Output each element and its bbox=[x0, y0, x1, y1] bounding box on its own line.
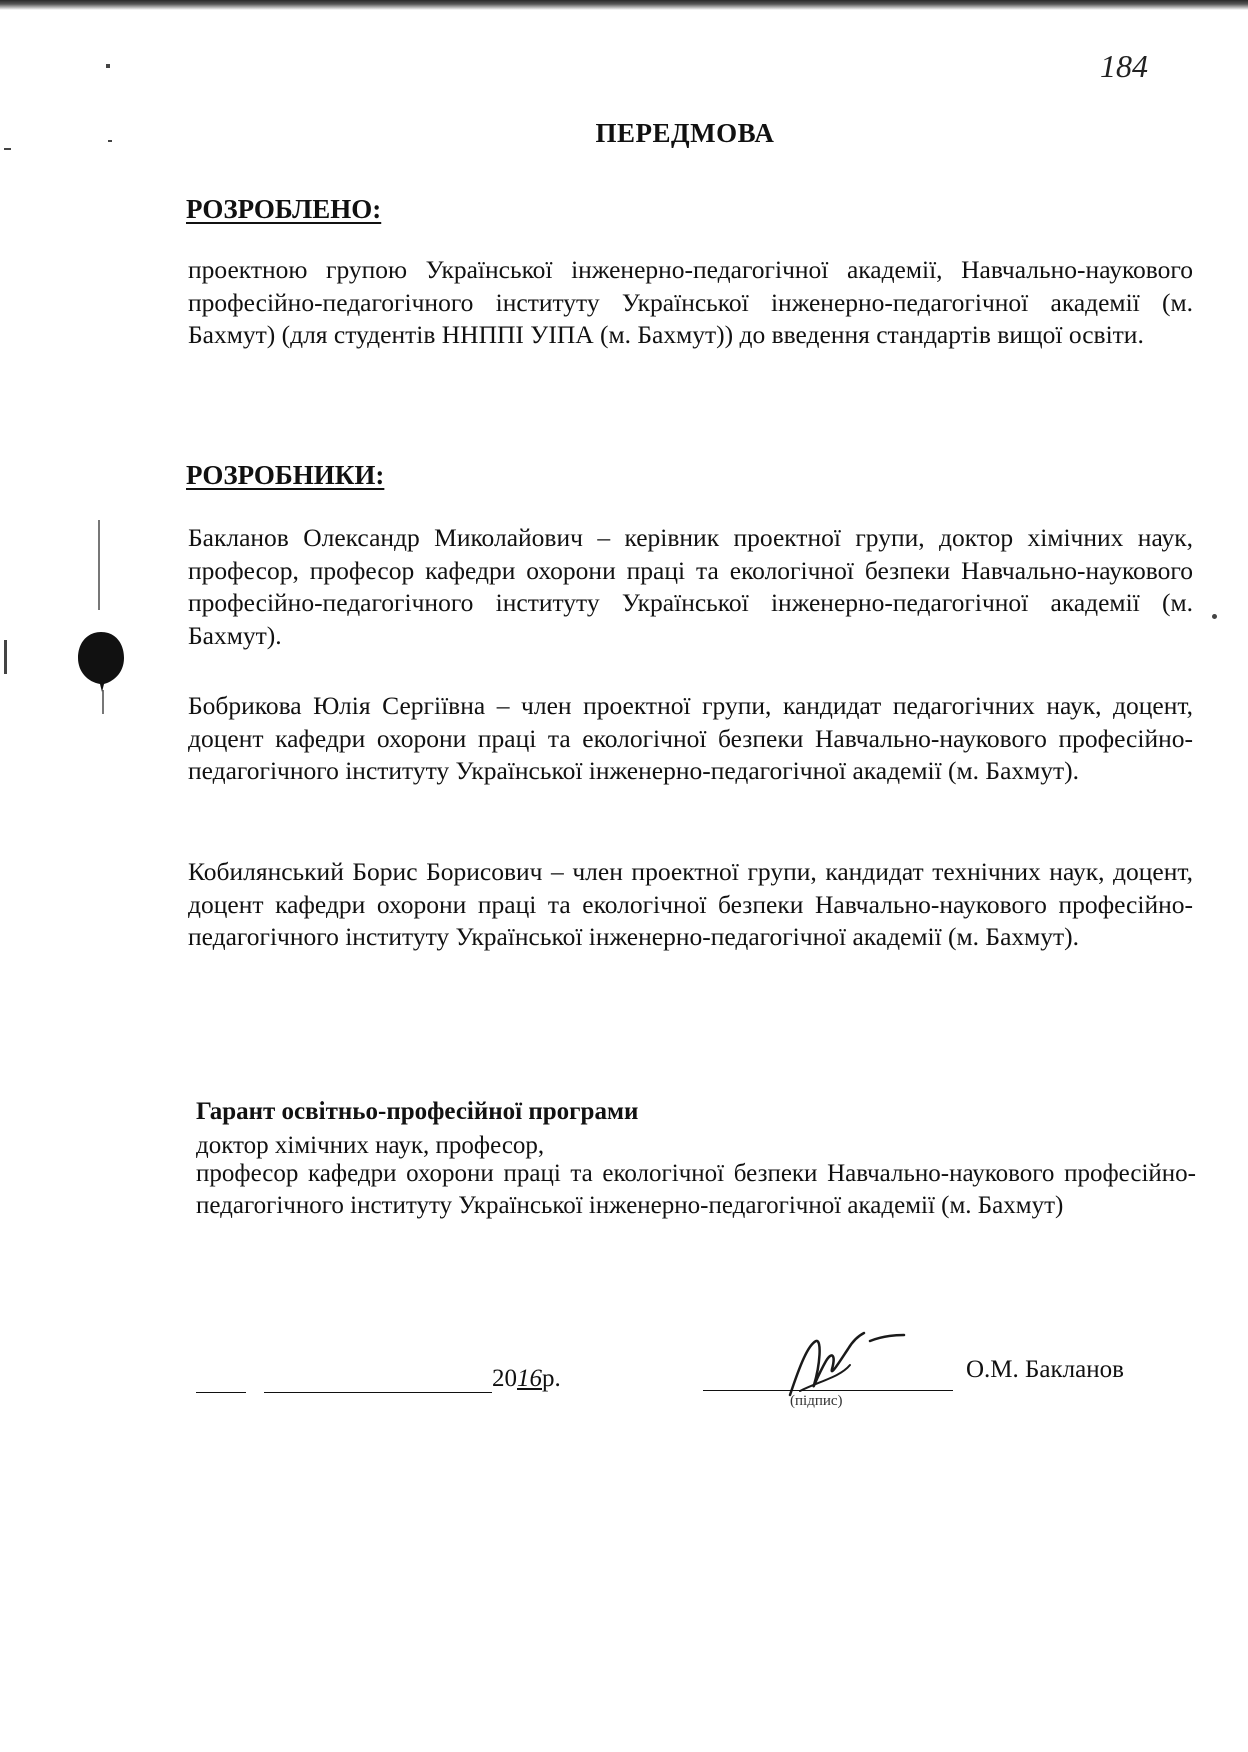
margin-mark bbox=[4, 640, 7, 674]
margin-mark bbox=[1212, 614, 1217, 619]
date-field bbox=[196, 1365, 561, 1393]
developer-paragraph: Кобилянський Борис Борисович – член проектної групи, кандидат технічних наук, доцент, доцент кафедри охорони праці та екологічної безпеки Навчально-наукового професійно-педагогічного інституту Української інженерно-педагогічної академії (м. Бахмут). bbox=[188, 857, 1193, 951]
punch-hole-mark bbox=[76, 630, 126, 692]
developer-paragraph: Бобрикова Юлія Сергіївна – член проектної групи, кандидат педагогічних наук, доцент, доцент кафедри охорони праці та екологічної безпеки Навчально-наукового професійно-педагогічного інституту Української інженерно-педагогічної академії (м. Бахмут). bbox=[188, 691, 1193, 785]
page-number: 184 bbox=[1100, 48, 1148, 84]
signature-caption: (підпис) bbox=[790, 1393, 843, 1409]
date-month-blank bbox=[264, 1366, 492, 1393]
date-year-suffix: р. bbox=[542, 1365, 561, 1392]
section-heading-developed: РОЗРОБЛЕНО: bbox=[186, 194, 382, 224]
developer-paragraph: Бакланов Олександр Миколайович – керівник проектної групи, доктор хімічних наук, професор, професор кафедри охорони праці та екологічної безпеки Навчально-наукового професійно-педагогічного інституту Української інженерно-педагогічної академії (м. Бахмут). bbox=[188, 523, 1193, 650]
date-day-blank bbox=[196, 1366, 246, 1393]
section-heading-developers: РОЗРОБНИКИ: bbox=[186, 460, 385, 490]
scan-top-edge bbox=[0, 0, 1248, 10]
signer-name: О.М. Бакланов bbox=[966, 1356, 1124, 1383]
developed-paragraph: проектною групою Української інженерно-педагогічної академії, Навчально-наукового професійно-педагогічного інституту Української інженерно-педагогічної академії (м. Бахмут) (для студентів ННППІ УІПА (м. Бахмут)) до введення стандартів вищої освіти. bbox=[188, 255, 1193, 349]
guarantor-title: Гарант освітньо-професійної програми bbox=[196, 1098, 639, 1125]
signature-line bbox=[703, 1390, 953, 1391]
date-year-handwritten: 16 bbox=[517, 1365, 542, 1392]
page-title: ПЕРЕДМОВА bbox=[595, 118, 775, 148]
guarantor-degree: доктор хімічних наук, професор, bbox=[196, 1132, 545, 1159]
date-year-prefix: 20 bbox=[492, 1365, 517, 1392]
margin-mark bbox=[98, 520, 100, 610]
margin-mark bbox=[106, 64, 110, 68]
guarantor-position: професор кафедри охорони праці та екологічної безпеки Навчально-наукового професійно-педагогічного інституту Української інженерно-педагогічної академії (м. Бахмут) bbox=[196, 1160, 1196, 1219]
margin-mark bbox=[102, 690, 104, 714]
